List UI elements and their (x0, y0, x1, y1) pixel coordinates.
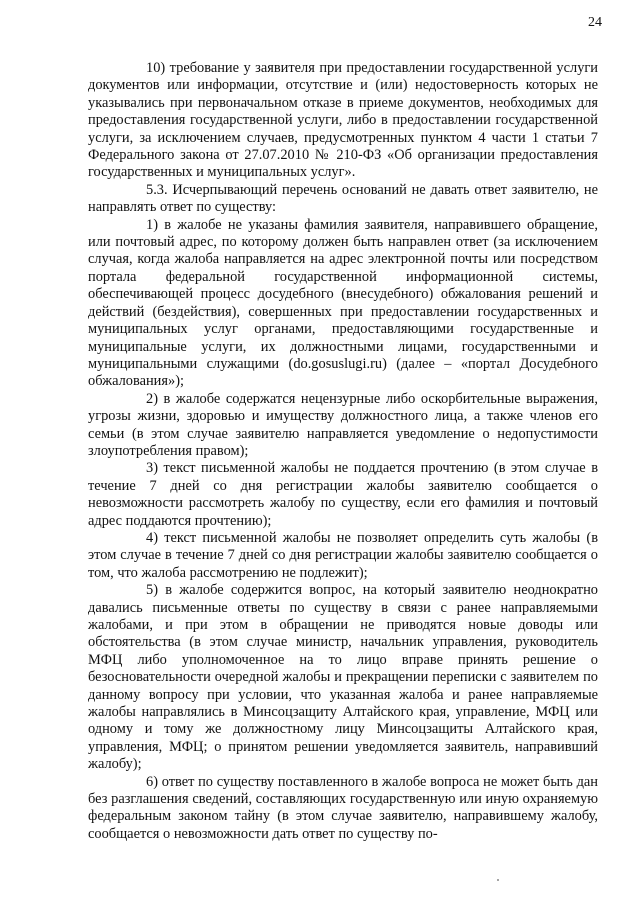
paragraph-item-3: 3) текст письменной жалобы не поддается прочтению (в этом случае в течение 7 дней со дня регистрации жалобы заявителю сообщается о невозможности рассмотреть жалобу по существу, если его фамилия и почтовый адрес поддаются прочтению); (88, 460, 598, 529)
paragraph-item-1: 1) в жалобе не указаны фамилия заявителя, направившего обращение, или почтовый адрес, по которому должен быть направлен ответ (за исключением случая, когда жалоба направляется на адрес электронной почты или посредством портала федеральной государственной информационной системы, обеспечивающей процесс досудебного (внесудебного) обжалования решений и действий (бездействия), совершенных при предоставлении государственных и муниципальных услуг органами, предоставляющими государственные и муниципальные услуги, их должностными лицами, государственными и муниципальными служащими (do.gosuslugi.ru) (далее – «портал Досудебного обжалования»); (88, 216, 598, 390)
paragraph-item-6: 6) ответ по существу поставленного в жалобе вопроса не может быть дан без разглашения сведений, составляющих государственную или иную охраняемую федеральным законом тайну (в этом случае заявителю, направившему жалобу, сообщается о невозможности дать ответ по существу по- (88, 773, 598, 842)
paragraph-item-4: 4) текст письменной жалобы не позволяет определить суть жалобы (в этом случае в течение 7 дней со дня регистрации жалобы заявителю сообщается о том, что жалоба рассмотрению не подлежит); (88, 529, 598, 581)
page-number: 24 (588, 15, 602, 30)
paragraph-section-5-3: 5.3. Исчерпывающий перечень оснований не давать ответ заявителю, не направлять ответ по существу: (88, 181, 598, 216)
paragraph-item-5: 5) в жалобе содержится вопрос, на который заявителю неоднократно давались письменные ответы по существу в связи с ранее направляемыми жалобами, и при этом в обращении не приводятся новые доводы или обстоятельства (в этом случае министр, начальник управления, руководитель МФЦ либо уполномоченное на то лицо вправе принять решение о безосновательности очередной жалобы и прекращении переписки с заявителем по данному вопросу при условии, что указанная жалоба и ранее направляемые жалобы направлялись в Минсоцзащиту Алтайского края, управление, МФЦ или одному и тому же должностному лицу Минсоцзащиты Алтайского края, управления, МФЦ; о принятом решении уведомляется заявитель, направивший жалобу); (88, 582, 598, 773)
paragraph-item-10: 10) требование у заявителя при предоставлении государственной услуги документов или информации, отсутствие и (или) недостоверность которых не указывались при первоначальном отказе в приеме документов, необходимых для предоставления государственной услуги, либо в предоставлении государственной услуги, за исключением случаев, предусмотренных пунктом 4 части 1 статьи 7 Федерального закона от 27.07.2010 № 210-ФЗ «Об организации предоставления государственных и муниципальных услуг». (88, 60, 598, 181)
scan-speck (497, 879, 499, 881)
paragraph-item-2: 2) в жалобе содержатся нецензурные либо оскорбительные выражения, угрозы жизни, здоровью и имуществу должностного лица, а также членов его семьи (в этом случае заявителю направляется уведомление о недопустимости злоупотребления правом); (88, 390, 598, 459)
document-body (88, 60, 598, 843)
